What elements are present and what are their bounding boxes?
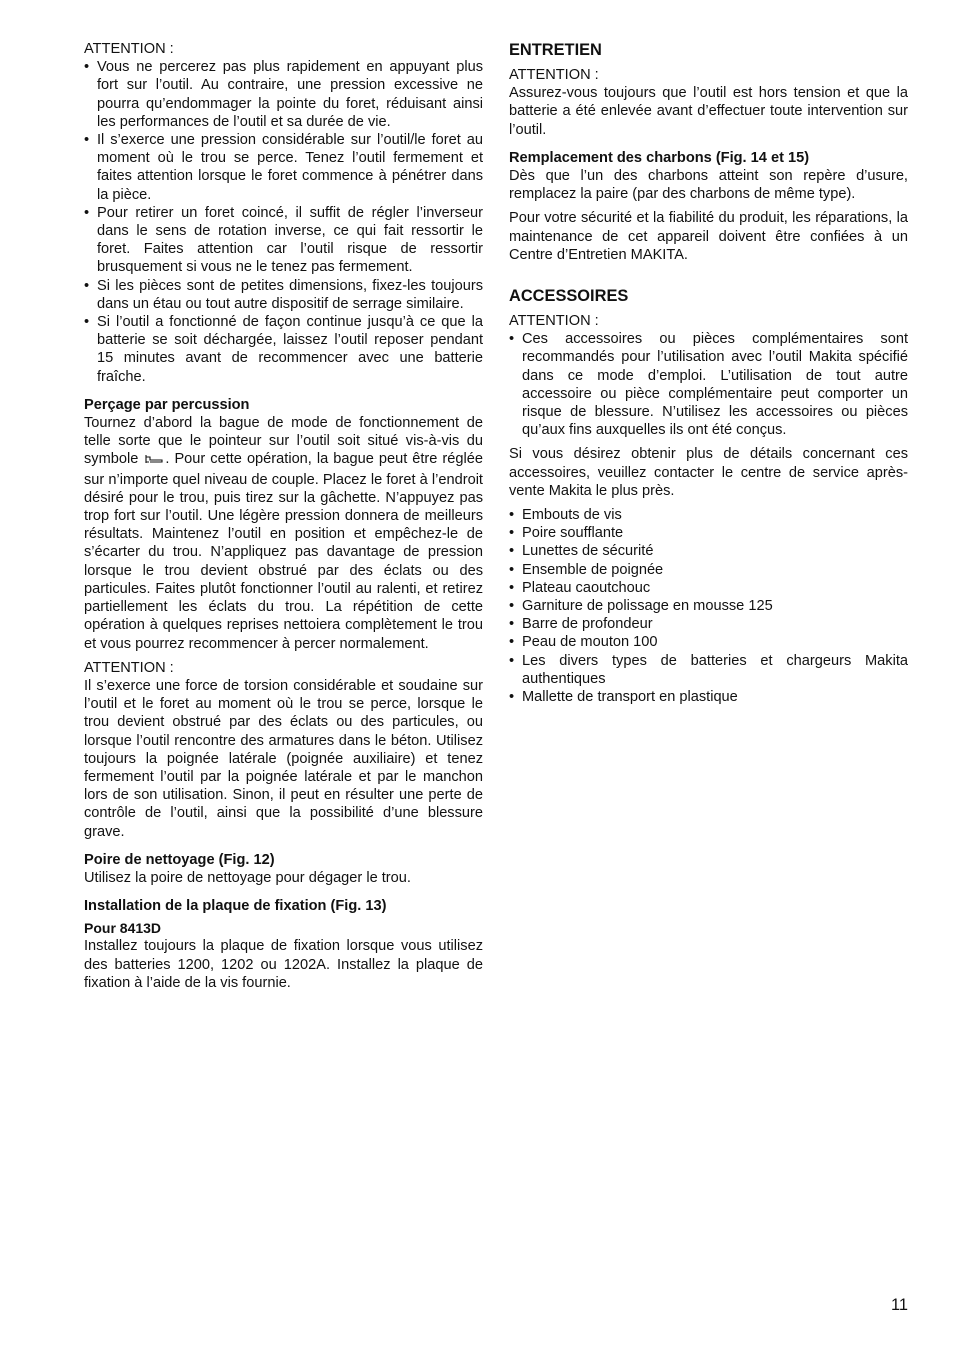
attention-list [84, 58, 483, 386]
details-paragraph: Si vous désirez obtenir plus de détails concernant ces accessoires, veuillez contacter le centre de service après-vente Makita le plus près. [509, 446, 908, 499]
list-item: • Ensemble de poignée [509, 561, 908, 579]
attention-label: ATTENTION : [84, 659, 174, 676]
attention-label: ATTENTION : [84, 41, 174, 57]
entretien-paragraph: Assurez-vous toujours que l’outil est hors tension et que la batterie a été enlevée avant d’effectuer toute intervention sur l’outil. [509, 85, 908, 138]
section-heading-accessoires: ACCESSOIRES [509, 287, 629, 306]
accessoires-attention-list [509, 330, 908, 439]
list-item: • Barre de profondeur [509, 615, 908, 633]
list-item: • Vous ne percerez pas plus rapidement en appuyant plus fort sur l’outil. Au contraire, une pression excessive ne pourra qu’endommager la pointe du foret, réduisant ainsi les performances de l’outil et sa durée de vie. [84, 58, 483, 131]
percussion-paragraph [84, 414, 483, 653]
list-item: • Si les pièces sont de petites dimensions, fixez-les toujours dans un étau ou tout autre dispositif de serrage similaire. [84, 277, 483, 313]
plaque-paragraph: Installez toujours la plaque de fixation lorsque vous utilisez des batteries 1200, 1202 ou 1202A. Installez la plaque de fixation à l’aide de la vis fournie. [84, 938, 483, 991]
list-item: • Embouts de vis [509, 506, 908, 524]
charbons-paragraph: Dès que l’un des charbons atteint son repère d’usure, remplacez la paire (par des charbons de même type). [509, 168, 908, 203]
right-column [509, 40, 908, 706]
securite-paragraph: Pour votre sécurité et la fiabilité du produit, les réparations, la maintenance de cet appareil doivent être confiées à un Centre d’Entretien MAKITA. [509, 210, 908, 263]
left-column [84, 40, 483, 992]
list-item: • Plateau caoutchouc [509, 579, 908, 597]
attention-label: ATTENTION : [509, 313, 599, 330]
list-item: • Garniture de polissage en mousse 125 [509, 597, 908, 615]
list-item: • Les divers types de batteries et chargeurs Makita authentiques [509, 652, 908, 688]
list-item: • Peau de mouton 100 [509, 633, 908, 651]
list-item: • Lunettes de sécurité [509, 542, 908, 560]
poire-paragraph: Utilisez la poire de nettoyage pour dégager le trou. [84, 869, 411, 886]
subheading-8413d: Pour 8413D [84, 920, 162, 937]
page-number: 11 [890, 1296, 908, 1314]
list-item: • Il s’exerce une pression considérable sur l’outil/le foret au moment où le trou se perce. Tenez l’outil fermement et faites attention lorsque le foret commence à pénétrer dans la pièce. [84, 131, 483, 204]
list-item: • Pour retirer un foret coincé, il suffit de régler l’inverseur dans le sens de rotation inverse, ce qui fait ressortir le foret. Faites attention car l’outil risque de ressortir brusquement si vous ne le tenez pas fermement. [84, 204, 483, 277]
percussion-text-after: . Pour cette opération, la bague peut être réglée sur n’importe quel niveau de couple. Placez le foret à l’endroit désiré pour le trou, puis tirez sur la gâchette. N’appuyez pas trop fort sur l’outil. Une légère pression donnera de meilleurs résultats. Maintenez l’outil en position et empêchez-le de s’écarter du trou. N’appliquez pas davantage de pression lorsque le trou devient obstrué par des éclats ou des particules. Faites plutôt fonctionner l’outil au ralenti, et retirez partiellement les éclats du trou. La répétition de cette opération à quelques reprises nettoiera complètement le trou et vous pourrez recommencer à percer normalement. [84, 451, 483, 652]
percussion-text-before: Tournez d’abord la bague de mode de fonctionnement de telle sorte que le pointeur sur l’outil soit situé vis-à-vis du symbole [84, 415, 483, 468]
list-item: • Si l’outil a fonctionné de façon continue jusqu’à ce que la batterie se soit déchargée, laissez l’outil reposer pendant 15 minutes avant de recommencer avec une batterie fraîche. [84, 313, 483, 386]
section-heading-charbons: Remplacement des charbons (Fig. 14 et 15) [509, 149, 810, 166]
hammer-drill-symbol-icon [144, 452, 164, 470]
section-heading-percussion: Perçage par percussion [84, 396, 250, 413]
list-item: • Ces accessoires ou pièces complémentaires sont recommandés pour l’utilisation avec l’outil Makita spécifié dans ce mode d’emploi. L’utilisation de tout autre accessoire ou pièce complémentaire peut comporter un risque de blessure. N’utilisez les accessoires ou pièces qu’aux fins auxquelles ils ont été conçus. [509, 330, 908, 439]
section-heading-poire: Poire de nettoyage (Fig. 12) [84, 851, 275, 868]
section-heading-entretien: ENTRETIEN [509, 41, 602, 59]
attention-paragraph: Il s’exerce une force de torsion considérable et soudaine sur l’outil et le foret au moment où le trou se perce, lorsque le trou devient obstrué par des éclats ou des particules, ou lorsque l’outil rencontre des armatures dans le béton. Utilisez toujours la poignée latérale (poignée auxiliaire) et tenez fermement l’outil par la poignée latérale et par le manchon lors de son utilisation. Sinon, il peut en résulter une perte de contrôle de l’outil, ainsi que la possibilité d’une blessure grave. [84, 677, 483, 840]
list-item: • Poire soufflante [509, 524, 908, 542]
accessory-list [509, 506, 908, 706]
attention-label: ATTENTION : [509, 67, 599, 83]
list-item: • Mallette de transport en plastique [509, 688, 908, 706]
section-heading-plaque: Installation de la plaque de fixation (Fig. 13) [84, 898, 387, 915]
